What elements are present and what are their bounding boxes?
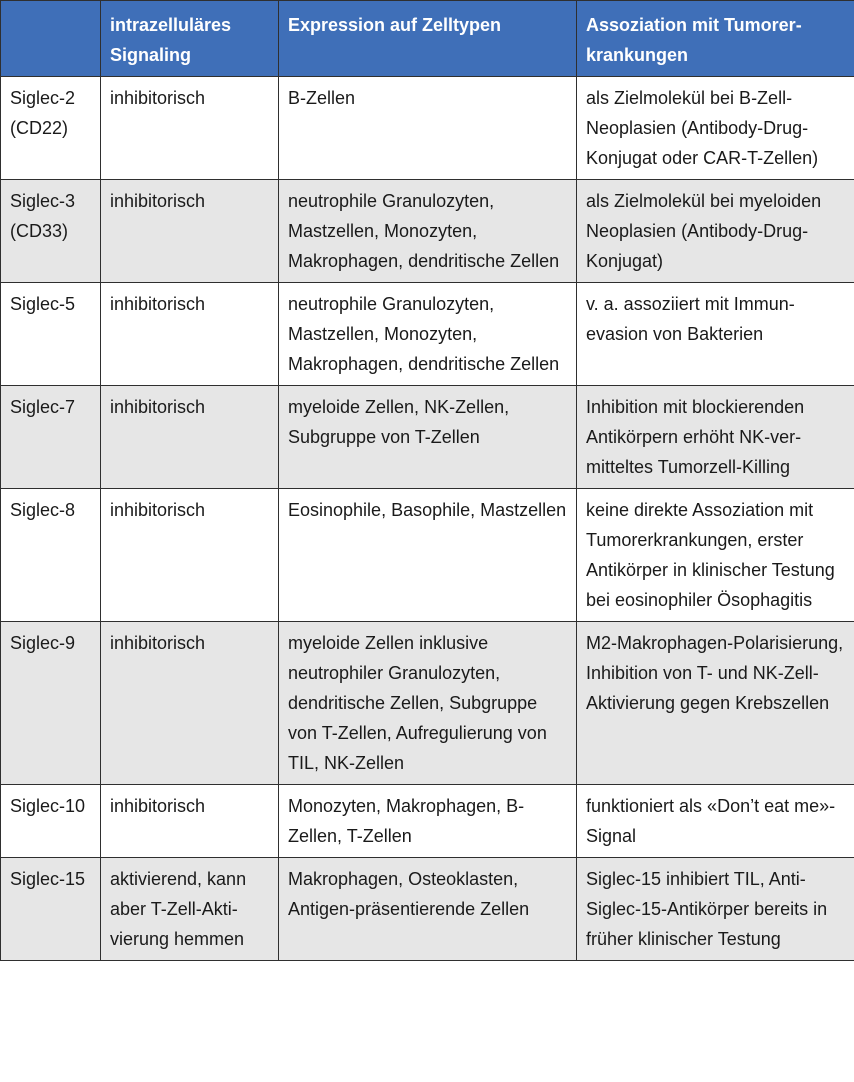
- siglec-name-cell: Siglec-8: [1, 489, 101, 622]
- table-row: [1, 858, 854, 961]
- header-row: [1, 1, 854, 77]
- expression-cell: Makrophagen, Osteoklasten, Antigen-präsentierende Zellen: [279, 858, 577, 961]
- signaling-cell: aktivierend, kann aber T-Zell-Aktivierung hemmen: [101, 858, 279, 961]
- siglec-name-cell: Siglec-5: [1, 283, 101, 386]
- association-cell: als Zielmolekül bei myeloiden Neoplasien (Antibody-Drug-Konjugat): [577, 180, 854, 283]
- expression-cell: Monozyten, Makrophagen, B-Zellen, T-Zellen: [279, 785, 577, 858]
- signaling-cell: inhibitorisch: [101, 785, 279, 858]
- siglec-name-cell: Siglec-3 (CD33): [1, 180, 101, 283]
- expression-cell: neutrophile Granulozyten, Mastzellen, Monozyten, Makrophagen, dendritische Zellen: [279, 283, 577, 386]
- signaling-cell: inhibitorisch: [101, 180, 279, 283]
- expression-cell: neutrophile Granulozyten, Mastzellen, Monozyten, Makrophagen, dendritische Zellen: [279, 180, 577, 283]
- signaling-cell: inhibitorisch: [101, 283, 279, 386]
- table-row: [1, 77, 854, 180]
- siglec-name-cell: Siglec-10: [1, 785, 101, 858]
- table-row: [1, 785, 854, 858]
- siglec-name-cell: Siglec-9: [1, 622, 101, 785]
- table-row: [1, 180, 854, 283]
- association-cell: Siglec-15 inhibiert TIL, Anti-Siglec-15-Antikörper bereits in früher klinischer Testung: [577, 858, 854, 961]
- signaling-cell: inhibitorisch: [101, 77, 279, 180]
- siglec-name-cell: Siglec-15: [1, 858, 101, 961]
- table-row: [1, 386, 854, 489]
- table-row: [1, 622, 854, 785]
- expression-cell: Eosinophile, Basophile, Mastzellen: [279, 489, 577, 622]
- signaling-cell: inhibitorisch: [101, 622, 279, 785]
- header-expression: Expression auf Zelltypen: [279, 1, 577, 77]
- expression-cell: B-Zellen: [279, 77, 577, 180]
- expression-cell: myeloide Zellen, NK-Zellen, Subgruppe von T-Zellen: [279, 386, 577, 489]
- association-cell: funktioniert als «Don’t eat me»-Signal: [577, 785, 854, 858]
- table-row: [1, 489, 854, 622]
- association-cell: v. a. assoziiert mit Immunevasion von Bakterien: [577, 283, 854, 386]
- association-cell: M2-Makrophagen-Polarisierung, Inhibition von T- und NK-Zell-Aktivierung gegen Krebszellen: [577, 622, 854, 785]
- siglec-name-cell: Siglec-2 (CD22): [1, 77, 101, 180]
- header-tumor-association: Assoziation mit Tumorerkrankungen: [577, 1, 854, 77]
- association-cell: Inhibition mit blockierenden Antikörpern erhöht NK-vermitteltes Tumorzell-Killing: [577, 386, 854, 489]
- association-cell: als Zielmolekül bei B-Zell-Neoplasien (Antibody-Drug-Konjugat oder CAR-T-Zellen): [577, 77, 854, 180]
- expression-cell: myeloide Zellen inklusive neutrophiler Granulozyten, dendritische Zellen, Subgruppe von T-Zellen, Aufregulierung von TIL, NK-Zellen: [279, 622, 577, 785]
- association-cell: keine direkte Assoziation mit Tumorerkrankungen, erster Antikörper in klinischer Testung bei eosinophiler Ösophagitis: [577, 489, 854, 622]
- table-row: [1, 283, 854, 386]
- header-signaling: intrazelluläres Signaling: [101, 1, 279, 77]
- signaling-cell: inhibitorisch: [101, 386, 279, 489]
- signaling-cell: inhibitorisch: [101, 489, 279, 622]
- header-corner: [1, 1, 101, 77]
- siglec-name-cell: Siglec-7: [1, 386, 101, 489]
